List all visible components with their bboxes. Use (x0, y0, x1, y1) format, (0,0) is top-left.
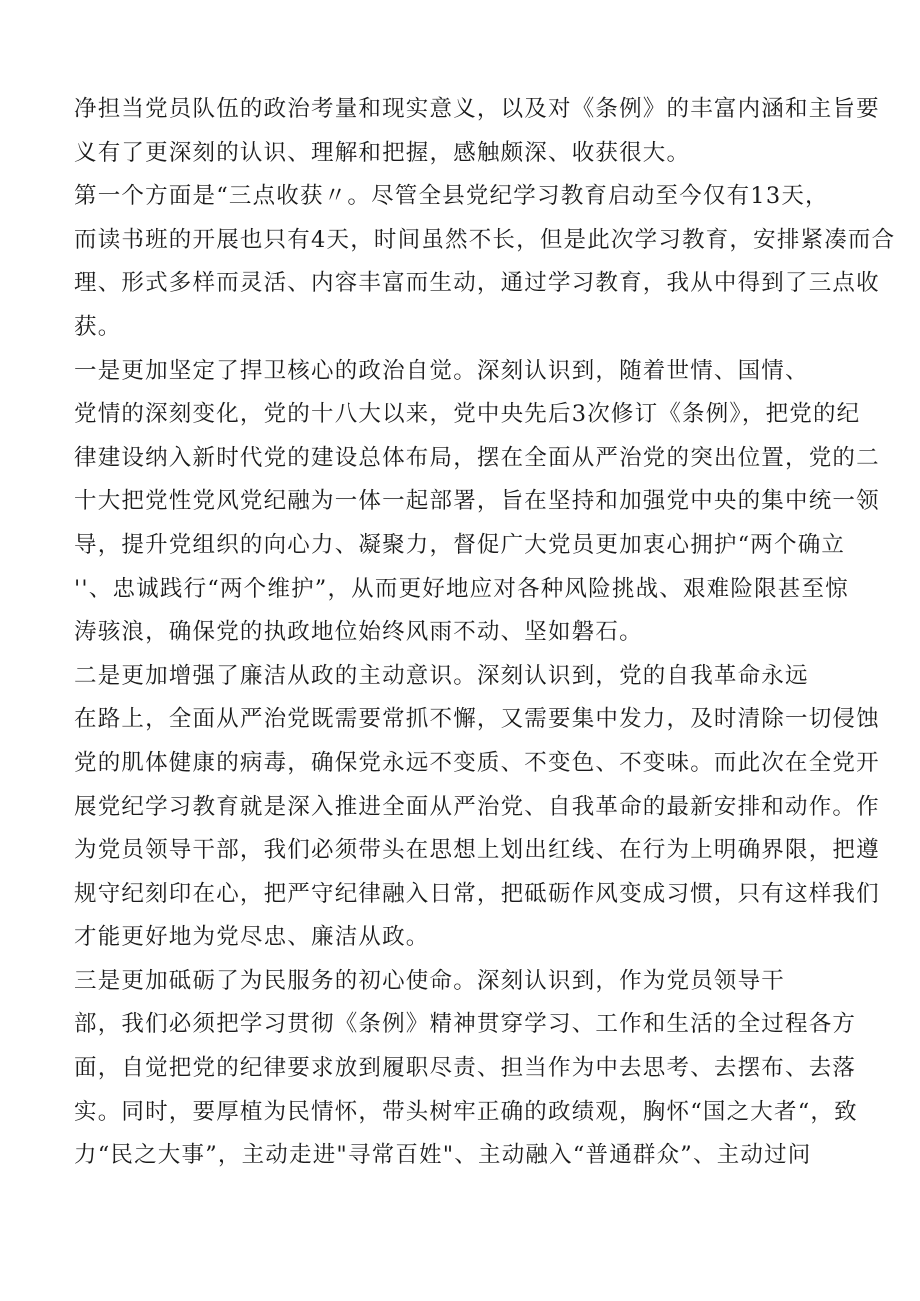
text-line: 为党员领导干部，我们必须带头在思想上划出红线、在行为上明确界限，把遵 (74, 837, 880, 864)
text-line: 展党纪学习教育就是深入推进全面从严治党、自我革命的最新安排和动作。作 (74, 793, 880, 820)
text-line: 部，我们必须把学习贯彻《条例》精神贯穿学习、工作和生活的全过程各方 (74, 1011, 857, 1038)
text-line: 面，自觉把党的纪律要求放到履职尽责、担当作为中去思考、去摆布、去落 (74, 1055, 857, 1082)
text-line: 涛骇浪，确保党的执政地位始终风雨不动、坚如磐石。 (74, 619, 643, 646)
text-line: 理、形式多样而灵活、内容丰富而生动，通过学习教育，我从中得到了三点收 (74, 270, 880, 297)
text-line: 在路上，全面从严治党既需要常抓不懈，又需要集中发力，及时清除一切侵蚀 (74, 706, 880, 733)
text-line: 导，提升党组织的向心力、凝聚力，督促广大党员更加衷心拥护“两个确立 (74, 531, 846, 558)
text-line: ''、忠诚践行“两个维护”，从而更好地应对各种风险挑战、艰难险限甚至惊 (74, 575, 849, 602)
text-line: 才能更好地为党尽忠、廉洁从政。 (74, 924, 430, 951)
text-line: 一是更加坚定了捍卫核心的政治自觉。深刻认识到，随着世情、国情、 (74, 357, 809, 384)
text-line: 规守纪刻印在心，把严守纪律融入日常，把砥砺作风变成习惯，只有这样我们 (74, 880, 880, 907)
document-body (74, 88, 896, 1178)
text-line: 律建设纳入新时代党的建设总体布局，摆在全面从严治党的突出位置，党的二 (74, 444, 880, 471)
text-line: 三是更加砥砺了为民服务的初心使命。深刻认识到，作为党员领导干 (74, 967, 786, 994)
text-line: 二是更加增强了廉洁从政的主动意识。深刻认识到，党的自我革命永远 (74, 662, 809, 689)
text-line: 十大把党性党风党纪融为一体一起部署，旨在坚持和加强党中央的集中统一领 (74, 488, 880, 515)
text-line: 党的肌体健康的病毒，确保党永远不变质、不变色、不变味。而此次在全党开 (74, 749, 880, 776)
text-line: 力“民之大事”，主动走进"寻常百姓"、主动融入“普通群众”、主动过问 (74, 1142, 812, 1169)
text-line: 而读书班的开展也只有4天，时间虽然不长，但是此次学习教育，安排紧凑而合 (74, 226, 896, 253)
text-line: 获。 (74, 313, 122, 340)
text-line: 实。同时，要厚植为民情怀，带头树牢正确的政绩观，胸怀“国之大者“，致 (74, 1098, 858, 1125)
text-line: 净担当党员队伍的政治考量和现实意义，以及对《条例》的丰富内涵和主旨要 (74, 96, 880, 122)
text-line: 义有了更深刻的认识、理解和把握，感触颇深、收获很大。 (74, 139, 691, 166)
text-line: 党情的深刻变化，党的十八大以来，党中央先后3次修订《条例》，把党的纪 (74, 401, 861, 428)
text-line: 第一个方面是“三点收获〃。尽管全县党纪学习教育启动至今仅有13天， (74, 183, 829, 210)
